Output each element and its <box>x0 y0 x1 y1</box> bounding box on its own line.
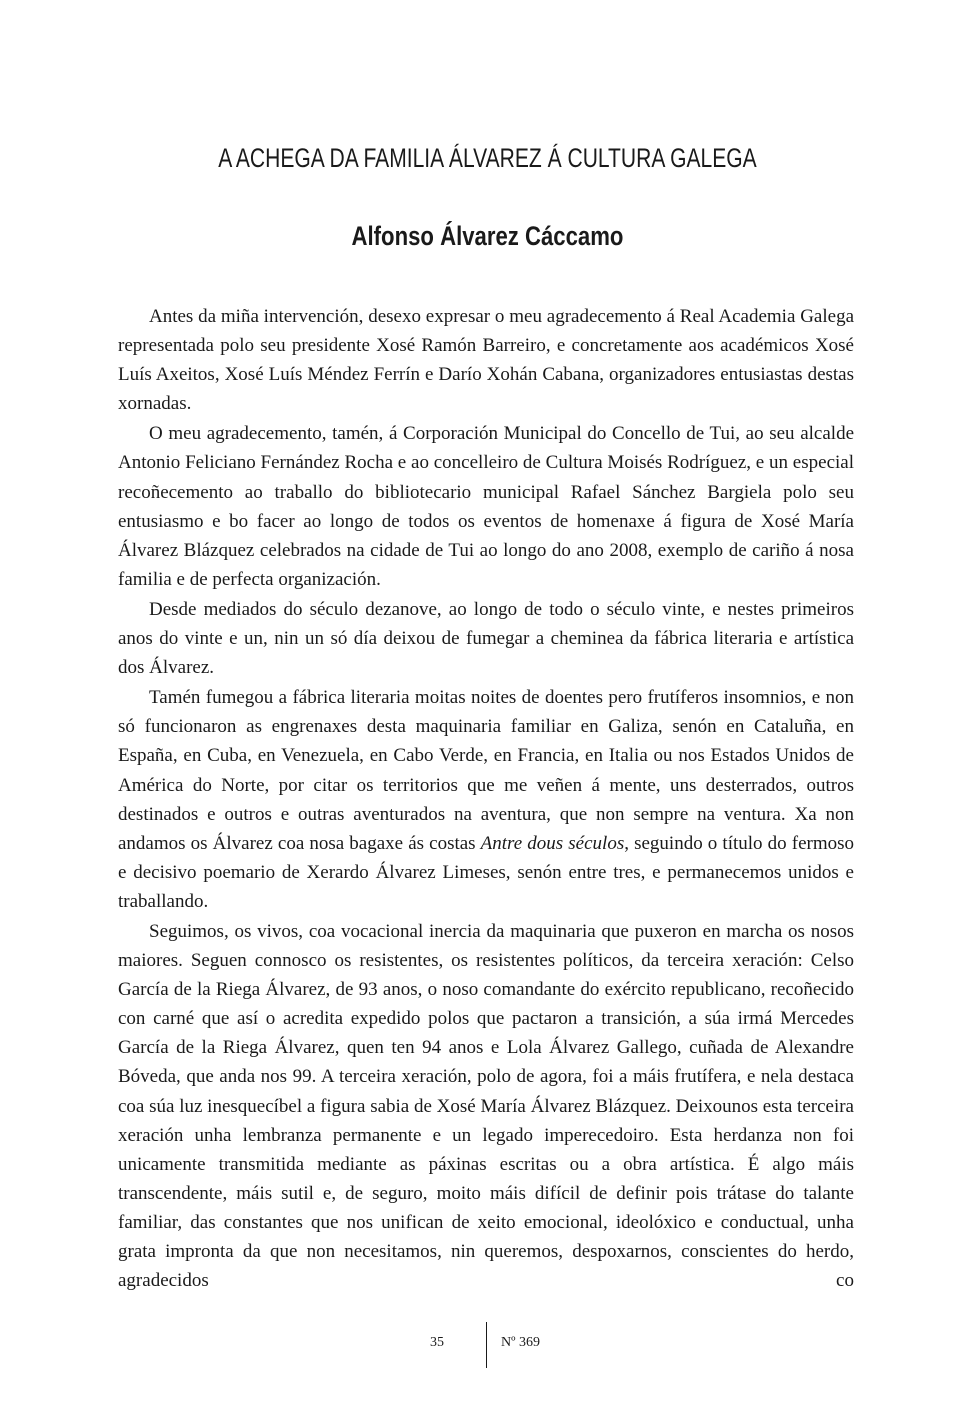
paragraph-1: Antes da miña intervención, desexo expresar o meu agradecemento á Real Academia Galega representada polo seu presidente Xosé Ramón Barreiro, e concretamente aos académicos Xosé Luís Axeitos, Xosé Luís Méndez Ferrín e Darío Xohán Cabana, organizadores entusiastas destas xornadas. <box>118 306 854 415</box>
paragraph-2: O meu agradecemento, tamén, á Corporación Municipal do Concello de Tui, ao seu alcalde Antonio Feliciano Fernández Rocha e ao concelleiro de Cultura Moisés Rodríguez, e un especial recoñecemento ao traballo do bibliotecario municipal Rafael Sánchez Bargiela polo seu entusiasmo e bo facer ao longo de todos os eventos de homenaxe á figura de Xosé María Álvarez Blázquez celebrados na cidade de Tui ao longo do ano 2008, exemplo de cariño á nosa familia e de perfecta organización. <box>118 423 854 590</box>
paragraph-3: Desde mediados do século dezanove, ao longo de todo o século vinte, e nestes primeiros anos do vinte e un, nin un só día deixou de fumegar a cheminea da fábrica literaria e artística dos Álvarez. <box>118 598 854 679</box>
book-title-italic: Antre dous séculos <box>480 832 625 854</box>
paragraph-4 <box>118 683 854 916</box>
article-title: A ACHEGA DA FAMILIA ÁLVAREZ Á CULTURA GALEGA <box>218 143 757 173</box>
page-number: 35 <box>430 1335 444 1350</box>
article-body <box>118 302 854 1296</box>
paragraph-4-text-after: , seguindo o título do fermoso e decisivo poemario de Xerardo Álvarez Limeses, senón entre tres, e permanecemos unidos e traballando. <box>118 832 855 912</box>
issue-number: Nº 369 <box>501 1335 540 1350</box>
footer-divider <box>486 1322 487 1368</box>
page-footer <box>0 1322 975 1368</box>
article-author: Alfonso Álvarez Cáccamo <box>351 221 624 251</box>
paragraph-5: Seguimos, os vivos, coa vocacional inercia da maquinaria que puxeron en marcha os nosos maiores. Seguen connosco os resistentes, os resistentes políticos, da terceira xeración: Celso García de la Riega Álvarez, de 93 anos, o noso comandante do exército republicano, recoñecido con carné que así o acredita expedido polos que pactaron a transición, a súa irmá Mercedes García de la Riega Álvarez, quen ten 94 anos e Lola Álvarez Gallego, cuñada de Alexandre Bóveda, que anda nos 99. A terceira xeración, polo de agora, foi a máis frutífera, e nela destaca coa súa luz inesquecíbel a figura sabia de Xosé María Álvarez Blázquez. Deixounos esta terceira xeración unha lembranza permanente e un legado imperecedoiro. Esta herdanza non foi unicamente transmitida mediante as páxinas escritas ou a obra artística. É algo máis transcendente, máis sutil e, de seguro, moito máis difícil de definir pois trátase do talante familiar, das constantes que nos unifican de xeito emocional, ideolóxico e conductual, unha grata impronta da que non necesitamos, nin queremos, despoxarnos, conscientes do herdo, agradecidos co <box>118 920 854 1292</box>
paragraph-4-text-before: Tamén fumegou a fábrica literaria moitas noites de doentes pero frutíferos insomnios, e non só funcionaron as engrenaxes desta maquinaria familiar en Galiza, senón en Cataluña, en España, en Cuba, en Venezuela, en Cabo Verde, en Francia, en Italia ou nos Estados Unidos de América do Norte, por citar os territorios que me veñen á mente, uns desterrados, outros destinados e outros e outras aventurados na aventura, que non sempre na ventura. Xa non andamos os Álvarez coa nosa bagaxe ás costas <box>118 687 854 854</box>
